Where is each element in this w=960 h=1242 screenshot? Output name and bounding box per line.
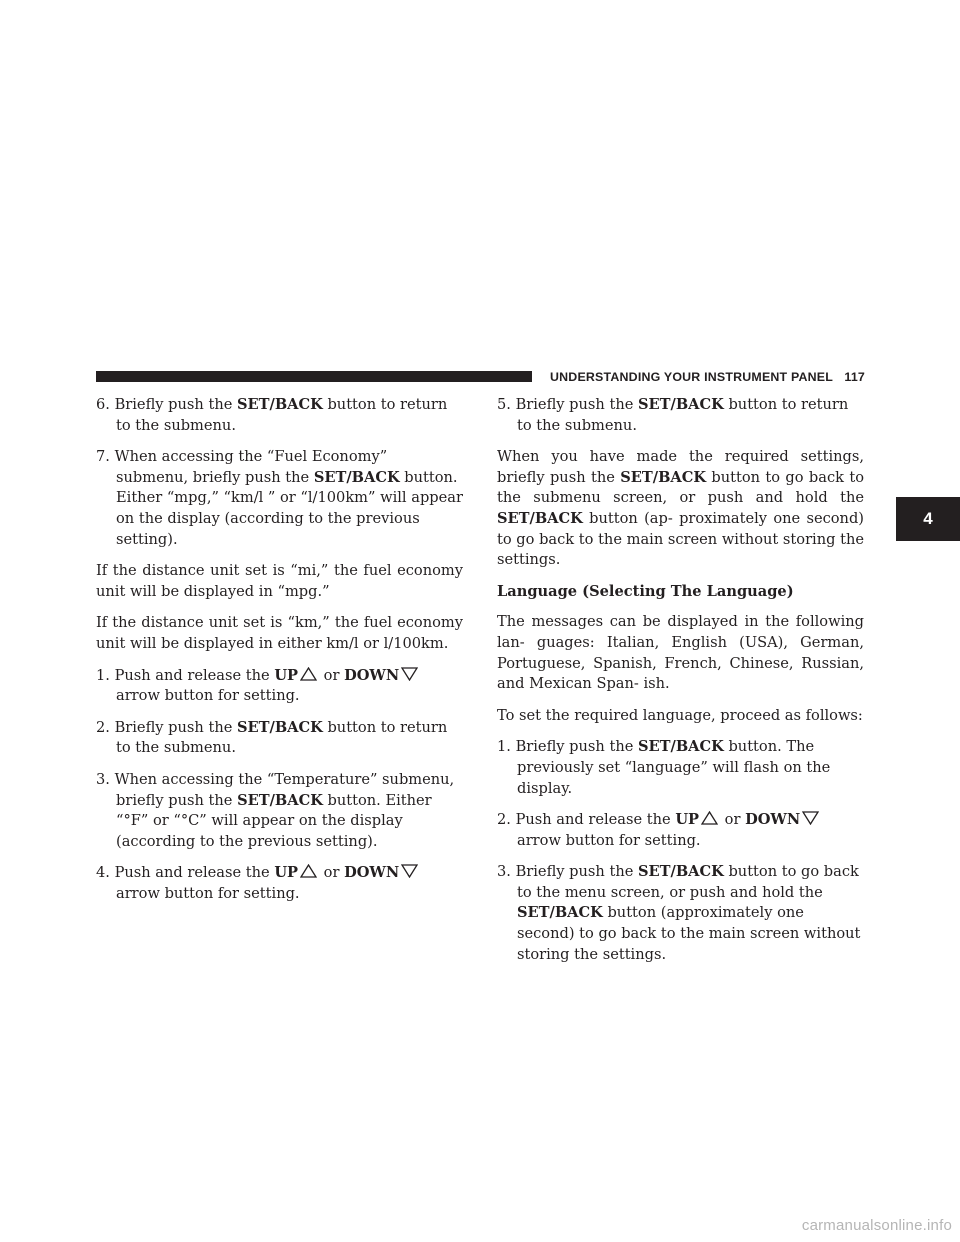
step-3: 3. When accessing the “Temperature” submenu, briefly push the SET/BACK button. Either “°F” or “°C” will appear on the display (according to the previous setting). <box>96 770 455 850</box>
down-triangle-icon <box>802 811 819 825</box>
paragraph-settings: When you have made the required settings, briefly push the SET/BACK button to go back to the submenu screen, or push and hold the SET/BACK button (ap- proximately one second) to go back to the main screen without storing the settings. <box>497 448 864 569</box>
step-5: 5. Briefly push the SET/BACK button to return to the submenu. <box>497 396 849 434</box>
running-header <box>550 369 865 385</box>
right-column <box>497 395 864 976</box>
step-1: 1. Push and release the UP or DOWN arrow button for setting. <box>96 666 463 707</box>
paragraph-mi: If the distance unit set is “mi,” the fuel economy unit will be displayed in “mpg.” <box>96 562 463 600</box>
paragraph-proceed: To set the required language, proceed as follows: <box>497 706 863 724</box>
step-6: 6. Briefly push the SET/BACK button to return to the submenu. <box>96 396 448 434</box>
language-step-2: 2. Push and release the UP or DOWN arrow button for setting. <box>497 810 864 851</box>
step-4: 4. Push and release the UP or DOWN arrow button for setting. <box>96 863 463 904</box>
language-step-3: 3. Briefly push the SET/BACK button to go back to the menu screen, or push and hold the SET/BACK button (approximately one second) to go back to the main screen without storing the settings. <box>497 863 861 963</box>
header-rule <box>96 371 532 382</box>
chapter-tab: 4 <box>896 497 960 541</box>
watermark: carmanualsonline.info <box>801 1217 952 1234</box>
language-heading: Language (Selecting The Language) <box>497 582 794 600</box>
step-7: 7. When accessing the “Fuel Economy” submenu, briefly push the SET/BACK button. Either “mpg,” “km/l ” or “l/100km” will appear on the display (according to the previous setting). <box>96 448 463 548</box>
down-triangle-icon <box>401 864 418 878</box>
section-title: UNDERSTANDING YOUR INSTRUMENT PANEL <box>550 370 834 384</box>
page-number: 117 <box>844 370 865 384</box>
left-column <box>96 395 463 915</box>
up-triangle-icon <box>701 811 718 825</box>
step-2: 2. Briefly push the SET/BACK button to return to the submenu. <box>96 718 448 757</box>
up-triangle-icon <box>300 667 317 681</box>
down-triangle-icon <box>401 667 418 681</box>
language-step-1: 1. Briefly push the SET/BACK button. The previously set “language” will flash on the display. <box>497 738 831 797</box>
up-triangle-icon <box>300 864 317 878</box>
paragraph-km: If the distance unit set is “km,” the fuel economy unit will be displayed in either km/l or l/100km. <box>96 614 463 652</box>
paragraph-languages: The messages can be displayed in the following lan- guages: Italian, English (USA), German, Portuguese, Spanish, French, Chinese, Russian, and Mexican Span- ish. <box>497 613 864 693</box>
